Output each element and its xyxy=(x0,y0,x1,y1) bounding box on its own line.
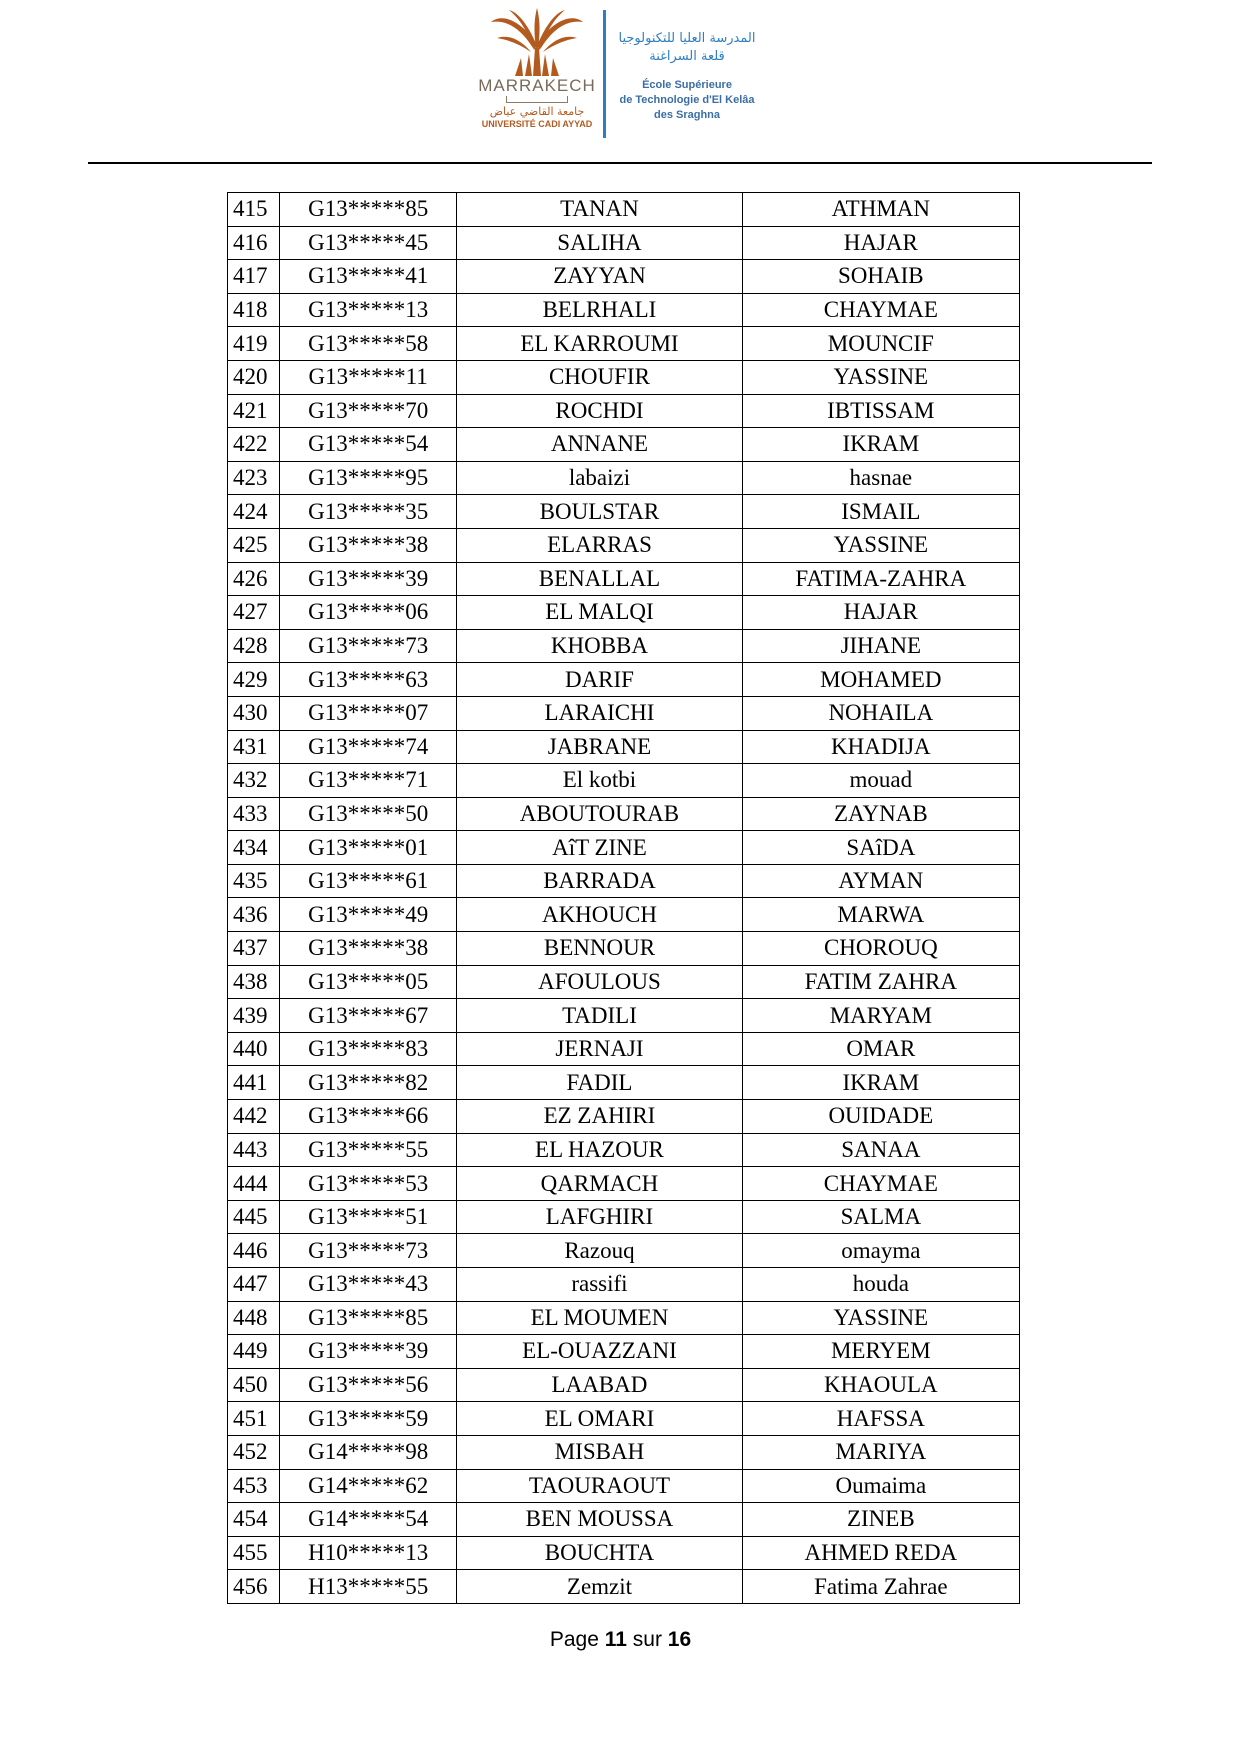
total-pages-number: 16 xyxy=(667,1628,692,1651)
table-row xyxy=(228,1032,1020,1066)
table-row xyxy=(228,898,1020,932)
first-name-cell: YASSINE xyxy=(742,360,1019,394)
code-cell: G13*****55 xyxy=(280,1133,457,1167)
table-row xyxy=(228,1133,1020,1167)
row-number-cell: 433 xyxy=(228,797,280,831)
table-row xyxy=(228,1335,1020,1369)
first-name-cell: MARWA xyxy=(742,898,1019,932)
last-name-cell: CHOUFIR xyxy=(457,360,742,394)
code-cell: G13*****06 xyxy=(280,596,457,630)
row-number-cell: 443 xyxy=(228,1133,280,1167)
last-name-cell: JABRANE xyxy=(457,730,742,764)
table-row xyxy=(228,528,1020,562)
code-cell: G13*****63 xyxy=(280,663,457,697)
code-cell: G13*****35 xyxy=(280,495,457,529)
code-cell: G14*****98 xyxy=(280,1435,457,1469)
table-row xyxy=(228,797,1020,831)
table-row xyxy=(228,965,1020,999)
last-name-cell: labaizi xyxy=(457,461,742,495)
last-name-cell: EL MALQI xyxy=(457,596,742,630)
table-row xyxy=(228,1469,1020,1503)
header-rule xyxy=(88,162,1152,164)
row-number-cell: 416 xyxy=(228,226,280,260)
table-row xyxy=(228,1234,1020,1268)
table-row xyxy=(228,562,1020,596)
last-name-cell: EL MOUMEN xyxy=(457,1301,742,1335)
row-number-cell: 452 xyxy=(228,1435,280,1469)
last-name-cell: EL OMARI xyxy=(457,1402,742,1436)
first-name-cell: NOHAILA xyxy=(742,696,1019,730)
code-cell: G13*****38 xyxy=(280,932,457,966)
table-row xyxy=(228,1066,1020,1100)
last-name-cell: QARMACH xyxy=(457,1167,742,1201)
row-number-cell: 455 xyxy=(228,1536,280,1570)
first-name-cell: CHAYMAE xyxy=(742,1167,1019,1201)
table-row xyxy=(228,1570,1020,1604)
row-number-cell: 437 xyxy=(228,932,280,966)
table-row xyxy=(228,1503,1020,1537)
row-number-cell: 444 xyxy=(228,1167,280,1201)
row-number-cell: 415 xyxy=(228,193,280,227)
row-number-cell: 453 xyxy=(228,1469,280,1503)
code-cell: G13*****01 xyxy=(280,831,457,865)
row-number-cell: 448 xyxy=(228,1301,280,1335)
code-cell: G13*****53 xyxy=(280,1167,457,1201)
table-row xyxy=(228,1100,1020,1134)
current-page-number: 11 xyxy=(604,1628,627,1651)
first-name-cell: CHOROUQ xyxy=(742,932,1019,966)
table-row xyxy=(228,360,1020,394)
first-name-cell: OUIDADE xyxy=(742,1100,1019,1134)
code-cell: G13*****49 xyxy=(280,898,457,932)
first-name-cell: hasnae xyxy=(742,461,1019,495)
first-name-cell: houda xyxy=(742,1268,1019,1302)
first-name-cell: FATIM ZAHRA xyxy=(742,965,1019,999)
last-name-cell: AKHOUCH xyxy=(457,898,742,932)
table-row xyxy=(228,629,1020,663)
code-cell: G13*****39 xyxy=(280,1335,457,1369)
last-name-cell: AFOULOUS xyxy=(457,965,742,999)
university-name-ar: جامعة القاضي عياض xyxy=(489,105,585,118)
last-name-cell: KHOBBA xyxy=(457,629,742,663)
student-list-body xyxy=(228,193,1020,1604)
last-name-cell: ANNANE xyxy=(457,428,742,462)
row-number-cell: 423 xyxy=(228,461,280,495)
row-number-cell: 447 xyxy=(228,1268,280,1302)
last-name-cell: BENNOUR xyxy=(457,932,742,966)
last-name-cell: ZAYYAN xyxy=(457,260,742,294)
university-city: MARRAKECH xyxy=(478,76,596,95)
row-number-cell: 451 xyxy=(228,1402,280,1436)
row-number-cell: 417 xyxy=(228,260,280,294)
row-number-cell: 440 xyxy=(228,1032,280,1066)
first-name-cell: ZAYNAB xyxy=(742,797,1019,831)
last-name-cell: DARIF xyxy=(457,663,742,697)
code-cell: G13*****73 xyxy=(280,629,457,663)
university-name-fr: UNIVERSITÉ CADI AYYAD xyxy=(481,119,593,129)
row-number-cell: 422 xyxy=(228,428,280,462)
last-name-cell: ROCHDI xyxy=(457,394,742,428)
code-cell: G13*****85 xyxy=(280,193,457,227)
first-name-cell: SANAA xyxy=(742,1133,1019,1167)
first-name-cell: HAJAR xyxy=(742,596,1019,630)
code-cell: G13*****85 xyxy=(280,1301,457,1335)
last-name-cell: MISBAH xyxy=(457,1435,742,1469)
last-name-cell: LAFGHIRI xyxy=(457,1200,742,1234)
row-number-cell: 434 xyxy=(228,831,280,865)
last-name-cell: LARAICHI xyxy=(457,696,742,730)
row-number-cell: 456 xyxy=(228,1570,280,1604)
table-row xyxy=(228,260,1020,294)
code-cell: G14*****54 xyxy=(280,1503,457,1537)
code-cell: G14*****62 xyxy=(280,1469,457,1503)
university-logo xyxy=(478,8,596,140)
last-name-cell: LAABAD xyxy=(457,1368,742,1402)
last-name-cell: JERNAJI xyxy=(457,1032,742,1066)
row-number-cell: 418 xyxy=(228,293,280,327)
last-name-cell: rassifi xyxy=(457,1268,742,1302)
table-row xyxy=(228,495,1020,529)
row-number-cell: 428 xyxy=(228,629,280,663)
code-cell: G13*****71 xyxy=(280,764,457,798)
table-row xyxy=(228,193,1020,227)
table-row xyxy=(228,663,1020,697)
row-number-cell: 441 xyxy=(228,1066,280,1100)
last-name-cell: BOULSTAR xyxy=(457,495,742,529)
last-name-cell: ELARRAS xyxy=(457,528,742,562)
row-number-cell: 421 xyxy=(228,394,280,428)
first-name-cell: Fatima Zahrae xyxy=(742,1570,1019,1604)
code-cell: G13*****05 xyxy=(280,965,457,999)
last-name-cell: EL KARROUMI xyxy=(457,327,742,361)
table-row xyxy=(228,293,1020,327)
table-row xyxy=(228,1435,1020,1469)
row-number-cell: 446 xyxy=(228,1234,280,1268)
code-cell: G13*****50 xyxy=(280,797,457,831)
first-name-cell: AYMAN xyxy=(742,864,1019,898)
row-number-cell: 450 xyxy=(228,1368,280,1402)
student-list-table xyxy=(227,192,1020,1604)
code-cell: G13*****56 xyxy=(280,1368,457,1402)
row-number-cell: 424 xyxy=(228,495,280,529)
table-row xyxy=(228,1536,1020,1570)
code-cell: G13*****51 xyxy=(280,1200,457,1234)
first-name-cell: SALMA xyxy=(742,1200,1019,1234)
school-name-fr-line3: des Sraghna xyxy=(653,109,721,121)
last-name-cell: Zemzit xyxy=(457,1570,742,1604)
last-name-cell: BEN MOUSSA xyxy=(457,1503,742,1537)
table-row xyxy=(228,1301,1020,1335)
code-cell: G13*****58 xyxy=(280,327,457,361)
table-row xyxy=(228,764,1020,798)
table-row xyxy=(228,864,1020,898)
row-number-cell: 425 xyxy=(228,528,280,562)
school-name-ar-line1: المدرسة العليا للتكنولوجيا xyxy=(618,31,756,46)
row-number-cell: 436 xyxy=(228,898,280,932)
last-name-cell: BARRADA xyxy=(457,864,742,898)
code-cell: G13*****13 xyxy=(280,293,457,327)
last-name-cell: BENALLAL xyxy=(457,562,742,596)
table-row xyxy=(228,999,1020,1033)
row-number-cell: 427 xyxy=(228,596,280,630)
last-name-cell: FADIL xyxy=(457,1066,742,1100)
first-name-cell: IKRAM xyxy=(742,428,1019,462)
first-name-cell: HAJAR xyxy=(742,226,1019,260)
first-name-cell: Oumaima xyxy=(742,1469,1019,1503)
page-footer xyxy=(0,1628,1241,1652)
table-row xyxy=(228,461,1020,495)
table-row xyxy=(228,730,1020,764)
row-number-cell: 438 xyxy=(228,965,280,999)
last-name-cell: TADILI xyxy=(457,999,742,1033)
code-cell: G13*****70 xyxy=(280,394,457,428)
code-cell: G13*****38 xyxy=(280,528,457,562)
first-name-cell: YASSINE xyxy=(742,1301,1019,1335)
code-cell: G13*****45 xyxy=(280,226,457,260)
table-row xyxy=(228,596,1020,630)
table-row xyxy=(228,226,1020,260)
table-row xyxy=(228,1402,1020,1436)
code-cell: G13*****66 xyxy=(280,1100,457,1134)
code-cell: G13*****39 xyxy=(280,562,457,596)
code-cell: G13*****67 xyxy=(280,999,457,1033)
first-name-cell: CHAYMAE xyxy=(742,293,1019,327)
code-cell: G13*****07 xyxy=(280,696,457,730)
first-name-cell: IKRAM xyxy=(742,1066,1019,1100)
first-name-cell: mouad xyxy=(742,764,1019,798)
last-name-cell: AîT ZINE xyxy=(457,831,742,865)
first-name-cell: MARIYA xyxy=(742,1435,1019,1469)
palm-tree-icon xyxy=(489,8,585,78)
table-row xyxy=(228,394,1020,428)
row-number-cell: 419 xyxy=(228,327,280,361)
row-number-cell: 435 xyxy=(228,864,280,898)
first-name-cell: ZINEB xyxy=(742,1503,1019,1537)
logo-rule xyxy=(506,96,568,103)
first-name-cell: HAFSSA xyxy=(742,1402,1019,1436)
code-cell: G13*****41 xyxy=(280,260,457,294)
first-name-cell: IBTISSAM xyxy=(742,394,1019,428)
first-name-cell: JIHANE xyxy=(742,629,1019,663)
code-cell: G13*****54 xyxy=(280,428,457,462)
row-number-cell: 430 xyxy=(228,696,280,730)
first-name-cell: KHAOULA xyxy=(742,1368,1019,1402)
first-name-cell: ATHMAN xyxy=(742,193,1019,227)
first-name-cell: SOHAIB xyxy=(742,260,1019,294)
row-number-cell: 426 xyxy=(228,562,280,596)
last-name-cell: BOUCHTA xyxy=(457,1536,742,1570)
first-name-cell: AHMED REDA xyxy=(742,1536,1019,1570)
row-number-cell: 431 xyxy=(228,730,280,764)
row-number-cell: 429 xyxy=(228,663,280,697)
first-name-cell: MERYEM xyxy=(742,1335,1019,1369)
code-cell: G13*****74 xyxy=(280,730,457,764)
table-row xyxy=(228,696,1020,730)
school-name-ar-line2: قلعة السراغنة xyxy=(649,49,725,64)
last-name-cell: BELRHALI xyxy=(457,293,742,327)
of-word: sur xyxy=(632,1628,662,1651)
row-number-cell: 442 xyxy=(228,1100,280,1134)
table-row xyxy=(228,1167,1020,1201)
school-logo xyxy=(606,30,768,123)
code-cell: G13*****61 xyxy=(280,864,457,898)
first-name-cell: FATIMA-ZAHRA xyxy=(742,562,1019,596)
table-row xyxy=(228,1268,1020,1302)
first-name-cell: ISMAIL xyxy=(742,495,1019,529)
last-name-cell: TAOURAOUT xyxy=(457,1469,742,1503)
table-row xyxy=(228,327,1020,361)
first-name-cell: MOUNCIF xyxy=(742,327,1019,361)
code-cell: G13*****82 xyxy=(280,1066,457,1100)
first-name-cell: SAîDA xyxy=(742,831,1019,865)
code-cell: G13*****11 xyxy=(280,360,457,394)
first-name-cell: MOHAMED xyxy=(742,663,1019,697)
row-number-cell: 439 xyxy=(228,999,280,1033)
row-number-cell: 420 xyxy=(228,360,280,394)
code-cell: H13*****55 xyxy=(280,1570,457,1604)
row-number-cell: 449 xyxy=(228,1335,280,1369)
last-name-cell: EZ ZAHIRI xyxy=(457,1100,742,1134)
last-name-cell: ABOUTOURAB xyxy=(457,797,742,831)
table-row xyxy=(228,428,1020,462)
row-number-cell: 454 xyxy=(228,1503,280,1537)
code-cell: G13*****59 xyxy=(280,1402,457,1436)
school-name-fr-line2: de Technologie d'El Kelâa xyxy=(619,94,755,106)
last-name-cell: El kotbi xyxy=(457,764,742,798)
first-name-cell: omayma xyxy=(742,1234,1019,1268)
row-number-cell: 445 xyxy=(228,1200,280,1234)
school-name-fr-line1: École Supérieure xyxy=(642,79,732,91)
table-row xyxy=(228,1200,1020,1234)
row-number-cell: 432 xyxy=(228,764,280,798)
first-name-cell: MARYAM xyxy=(742,999,1019,1033)
first-name-cell: YASSINE xyxy=(742,528,1019,562)
last-name-cell: EL HAZOUR xyxy=(457,1133,742,1167)
first-name-cell: KHADIJA xyxy=(742,730,1019,764)
table-row xyxy=(228,1368,1020,1402)
table-row xyxy=(228,932,1020,966)
page-word: Page xyxy=(549,1628,599,1651)
last-name-cell: EL-OUAZZANI xyxy=(457,1335,742,1369)
code-cell: G13*****95 xyxy=(280,461,457,495)
code-cell: H10*****13 xyxy=(280,1536,457,1570)
code-cell: G13*****73 xyxy=(280,1234,457,1268)
code-cell: G13*****83 xyxy=(280,1032,457,1066)
table-row xyxy=(228,831,1020,865)
code-cell: G13*****43 xyxy=(280,1268,457,1302)
last-name-cell: SALIHA xyxy=(457,226,742,260)
last-name-cell: Razouq xyxy=(457,1234,742,1268)
first-name-cell: OMAR xyxy=(742,1032,1019,1066)
last-name-cell: TANAN xyxy=(457,193,742,227)
page-header xyxy=(0,0,1241,165)
